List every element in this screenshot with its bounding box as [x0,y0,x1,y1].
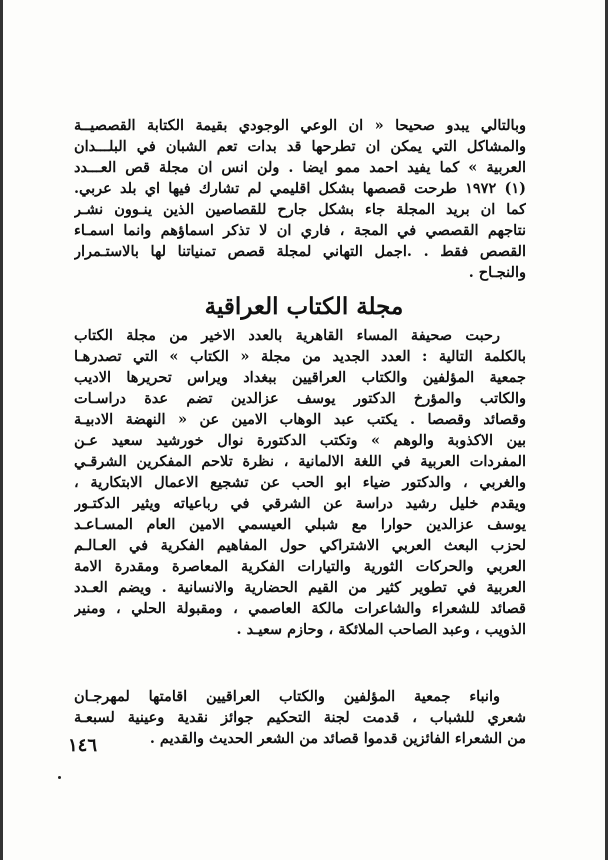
text-line: ويقدم خليل رشيد دراسة عن الشرقي في رباعياته ويثير الدكتـور [74,495,526,512]
section-heading: مجلة الكتاب العراقية [204,293,404,320]
text-line: (١) ١٩٧٢ طرحت قصصها بشكل اقليمي لم تشارك فيها اي بلد عربي. [74,180,526,197]
text-line: رحبت صحيفة المساء القاهرية بالعدد الاخير من مجلة الكتاب [74,327,500,344]
text-line: يوسف عزالدين حوارا مع شبلي العيسمي الامين العام المسـاعـد [74,516,526,533]
text-line: وقصائد وقصصا . يكتب عبد الوهاب الامين عن « النهضة الادبيـة [74,411,526,428]
text-line: من الشعراء الفائزين قدموا قصائد من الشعر الحديث والقديم . [149,730,526,747]
text-line: العربية في تطوير كثير من القيم الحضارية والانسانية . ويضم العـدد [74,579,526,596]
text-line: كما ان بريد المجلة جاء بشكل جارح للقصاصين الذين ينـوون نشـر [74,201,526,218]
page-edge-left [0,0,3,860]
text-line: بالكلمة التالية : العدد الجديد من مجلة « الكتاب » التي تصدرهـا [74,348,526,365]
page-number: ١٤٦ [68,735,98,756]
text-line: والغربي ، والدكتور ضياء ابو الحب عن تشجيع الاعمال الابتكارية ، [74,474,526,491]
text-line: لحزب البعث العربي الاشتراكي حول المفاهيم الفكرية في العـالـم [74,537,526,554]
text-line: نتاجهم القصصي في المجة ، فاري ان لا تذكر اسماؤهم وانما اسمـاء [74,222,526,239]
intro-paragraph [74,115,526,283]
text-line: جمعية المؤلفين والكتاب العراقيين ببغداد ويراس تحريرها الاديب [74,369,526,386]
text-line: قصائد للشعراء والشاعرات مالكة العاصمي ، ومقبولة الحلي ، ومنير [74,600,526,617]
text-line: شعري للشباب ، قدمت لجنة التحكيم جوائز نقدية وعينية لسبعـة [74,709,526,726]
text-line: والنجـاح . [468,264,526,281]
text-line: القصص فقط . .اجمل التهاني لمجلة قصص تمنياتنا لها بالاستـمرار [74,243,526,260]
text-line: الذويب ، وعبد الصاحب الملائكة ، وحازم سعيـد . [236,621,526,638]
text-line: والكاتب والمؤرخ الدكتور يوسف عزالدين تضم عدة دراسـات [74,390,526,407]
text-line: وبالتالي يبدو صحيحا « ان الوعي الوجودي بقيمة الكتابة القصصيــة [74,117,526,134]
text-line: وانباء جمعية المؤلفين والكتاب العراقيين اقامتها لمهرجـان [74,688,500,705]
text-line: العربي والحركات الثورية والتيارات الفكرية المعاصرة ومقدرة الامة [74,558,526,575]
text-line: العربية » كما يفيد احمد ممو ايضا . ولن انس ان مجلة قص العـــدد [74,159,526,176]
body-paragraph [74,325,526,640]
margin-dot [58,776,61,779]
text-line: بين الاكذوبة والوهم » وتكتب الدكتورة نوال خورشيد سعيد عـن [74,432,526,449]
text-line: والمشاكل التي يمكن ان تطرحها قد بدات تعم الشبان في البلـــدان [74,138,526,155]
text-line: المفردات العربية في اللغة الالمانية ، نظرة تلاحم المفكرين الشرقـي [74,453,526,470]
closing-paragraph [74,686,526,749]
